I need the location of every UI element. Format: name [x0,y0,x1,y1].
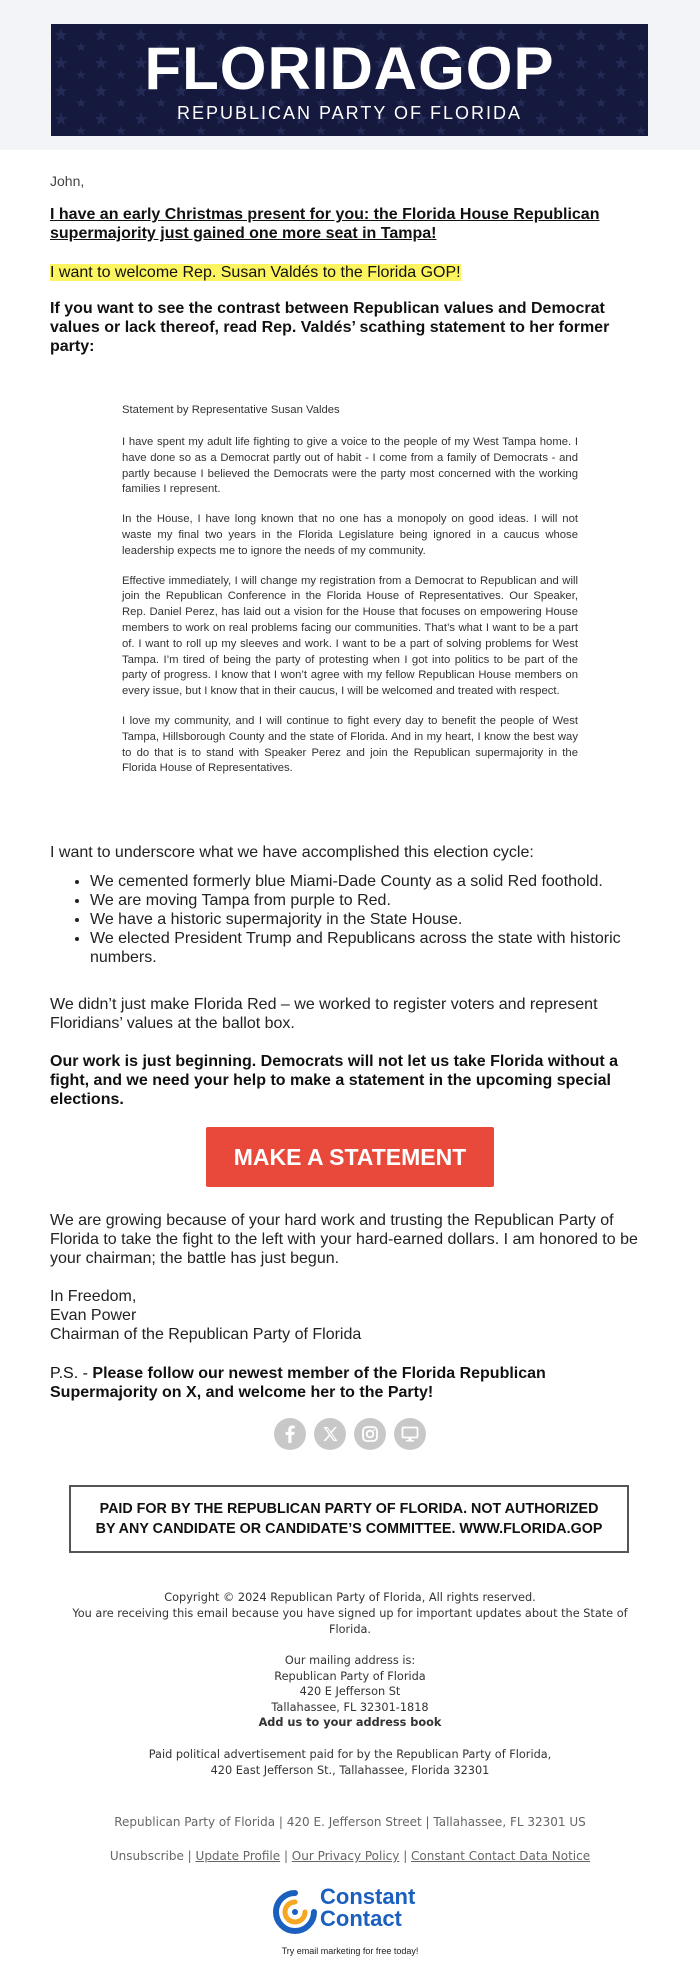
constant-contact-wordmark[interactable] [320,1886,415,1930]
link-separator: | [280,1849,292,1863]
unsubscribe-link[interactable]: Unsubscribe [109,1849,184,1863]
logo-subtitle: REPUBLICAN PARTY OF FLORIDA [176,103,523,123]
instagram-icon[interactable] [354,1418,386,1450]
footer-paid-ad [60,1747,640,1778]
statement-body [122,435,578,791]
ps-paragraph [50,1364,650,1402]
cc-word1: Constant [320,1884,416,1909]
paid-for-disclaimer [69,1485,629,1553]
cc-word2: Contact [320,1906,402,1931]
make-a-statement-button[interactable]: MAKE A STATEMENT [206,1127,494,1187]
statement-paragraph: In the House, I have long known that no one has a monopoly on good ideas. I will not waste my final two years in the Florida Legislature being ignored in a caucus whose leadership expects me to ignore the needs of my community. [122,513,578,557]
accomplishments-list [50,872,690,967]
mailing-label: Our mailing address is: [284,1654,416,1667]
link-separator: | [183,1849,196,1863]
ps-text: Please follow our newest member of the Florida Republican Supermajority on X, and welcome her to the Party! [50,1365,546,1401]
paid-for-line2: BY ANY CANDIDATE OR CANDIDATE’S COMMITTEE. WWW.FLORIDA.GOP [95,1521,603,1537]
paid-ad-line2: 420 East Jefferson St., Tallahassee, Florida 32301 [210,1763,490,1777]
footer-mailing [60,1653,640,1731]
x-icon[interactable] [314,1418,346,1450]
signoff: In Freedom, [50,1288,137,1305]
data-notice-link[interactable]: Constant Contact Data Notice [411,1849,591,1863]
footer-copyright: Copyright © 2024 Republican Party of Florida, All rights reserved. [164,1591,536,1604]
constant-contact-logo-icon[interactable] [270,1887,320,1937]
link-separator: | [399,1849,412,1863]
facebook-icon[interactable] [274,1418,306,1450]
work-paragraph: Our work is just beginning. Democrats will not let us take Florida without a fight, and we need your help to make a statement in the upcoming special elections. [50,1053,619,1108]
statement-paragraph: Effective immediately, I will change my registration from a Democrat to Republican and will join the Republican Conference in the Florida House of Representatives. Our Speaker, Rep. Daniel Perez, has laid out a vision for the House that focuses on empowering House members to work on real problems facing our communities. That’s what I want to be a part of. I want to roll up my sleeves and work. I want to be a part of solving problems for West Tampa. I’m tired of being the party of protesting when I got into politics to be part of the party of progress. I know that I won’t agree with my fellow Republican House members on every issue, but I know that in their caucus, I will be welcomed and treated with respect. [122,574,578,698]
signer-name: Evan Power [50,1307,137,1324]
mailing-address3: Tallahassee, FL 32301-1818 [271,1700,429,1714]
privacy-policy-link[interactable]: Our Privacy Policy [291,1849,400,1863]
signer-role: Chairman of the Republican Party of Florida [50,1326,362,1343]
list-item: • We cemented formerly blue Miami-Dade County as a solid Red foothold. [90,872,690,891]
accomplishments-intro: I want to underscore what we have accomplished this election cycle: [50,844,534,861]
list-item: • We elected President Trump and Republicans across the state with historic numbers. [90,929,690,967]
statement-title: Statement by Representative Susan Valdes [122,404,340,416]
list-item: • We have a historic supermajority in the State House. [90,910,690,929]
florida-gop-banner[interactable] [51,24,648,136]
paid-ad-line1: Paid political advertisement paid for by the Republican Party of Florida, [148,1748,552,1761]
headline: I have an early Christmas present for you: the Florida House Republican supermajority just gained one more seat in Tampa! [50,206,600,242]
statement-paragraph: I love my community, and I will continue to fight every day to benefit the people of West Tampa, Hillsborough County and the state of Florida. And in my heart, I know the best way to do that is to stand with Speaker Perez and join the Republican supermajority in the Florida House of Representatives. [122,714,578,775]
contrast-paragraph: If you want to see the contrast between Republican values and Democrat values or lack thereof, read Rep. Valdés’ scathing statement to her former party: [50,300,610,355]
mailing-address2: 420 E Jefferson St [299,1685,401,1698]
florida-red-paragraph: We didn’t just make Florida Red – we worked to register voters and represent Floridians’ values at the ballot box. [50,996,598,1032]
greeting: John, [50,173,85,189]
footer-links [60,1848,640,1864]
add-address-book-link[interactable]: Add us to your address book [258,1716,442,1729]
growing-paragraph: We are growing because of your hard work and trusting the Republican Party of Florida to take the fight to the left with your hard-earned dollars. I am honored to be your chairman; the battle has just begun. [50,1212,638,1267]
footer-org-line: Republican Party of Florida | 420 E. Jefferson Street | Tallahassee, FL 32301 US [114,1815,586,1829]
list-item: • We are moving Tampa from purple to Red. [90,891,690,910]
cc-tagline[interactable]: Try email marketing for free today! [281,1946,419,1956]
logo-text: FLORIDAGOP [144,35,555,102]
welcome-line [50,263,650,282]
footer-receiving: You are receiving this email because you have signed up for important updates about the State of Florida. [72,1607,628,1636]
paid-for-line1: PAID FOR BY THE REPUBLICAN PARTY OF FLORIDA. NOT AUTHORIZED [99,1501,599,1517]
mailing-address1: Republican Party of Florida [274,1669,426,1683]
statement-paragraph: I have spent my adult life fighting to give a voice to the people of my West Tampa home. I have done so as a Democrat partly out of habit - I come from a family of Democrats - and partly because I believed the Democrats were the party most concerned with the working families I represent. [122,436,578,496]
update-profile-link[interactable]: Update Profile [195,1849,281,1863]
ps-prefix: P.S. - [50,1365,93,1382]
welcome-highlight: I want to welcome Rep. Susan Valdés to the Florida GOP! [50,264,461,281]
website-icon[interactable] [394,1418,426,1450]
signature-block [50,1287,650,1344]
